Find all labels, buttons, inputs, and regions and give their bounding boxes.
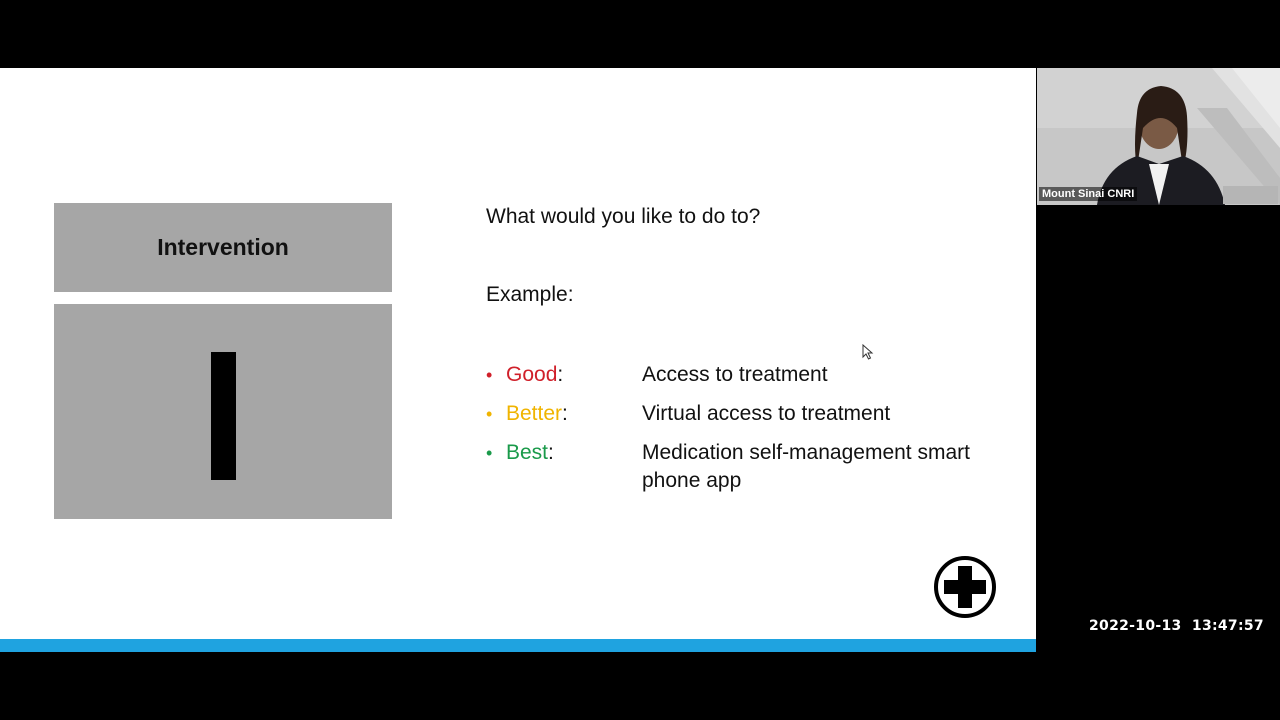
medical-cross-icon: [934, 556, 996, 618]
recording-timestamp: 2022-10-13 13:47:57: [1089, 618, 1264, 634]
slide-accent-bar: [0, 639, 1036, 652]
bullet-term: Good:: [506, 363, 564, 386]
letter-i-graphic: [211, 352, 236, 480]
bullet-dot-icon: •: [486, 365, 493, 385]
intervention-title: Intervention: [157, 234, 289, 260]
participant-video-tile[interactable]: [1037, 68, 1280, 205]
shared-slide: [0, 68, 1036, 652]
intervention-header-box: [54, 203, 392, 292]
participant-video-feed: [1037, 68, 1280, 205]
bullet-term: Better:: [506, 402, 568, 425]
participant-name-label: Mount Sinai CNRI: [1039, 187, 1137, 201]
bullet-dot-icon: •: [486, 404, 493, 424]
bullet-description: Access to treatment: [642, 363, 828, 386]
bullet-description: Medication self-management smart phone app: [642, 441, 970, 492]
bullet-dot-icon: •: [486, 443, 493, 463]
mouse-cursor-icon: [862, 344, 874, 360]
example-label: Example:: [486, 283, 574, 306]
bullet-description: Virtual access to treatment: [642, 402, 891, 425]
bullet-term: Best:: [506, 441, 554, 464]
intervention-letter-box: [54, 304, 392, 519]
slide-question: What would you like to do to?: [486, 205, 761, 228]
